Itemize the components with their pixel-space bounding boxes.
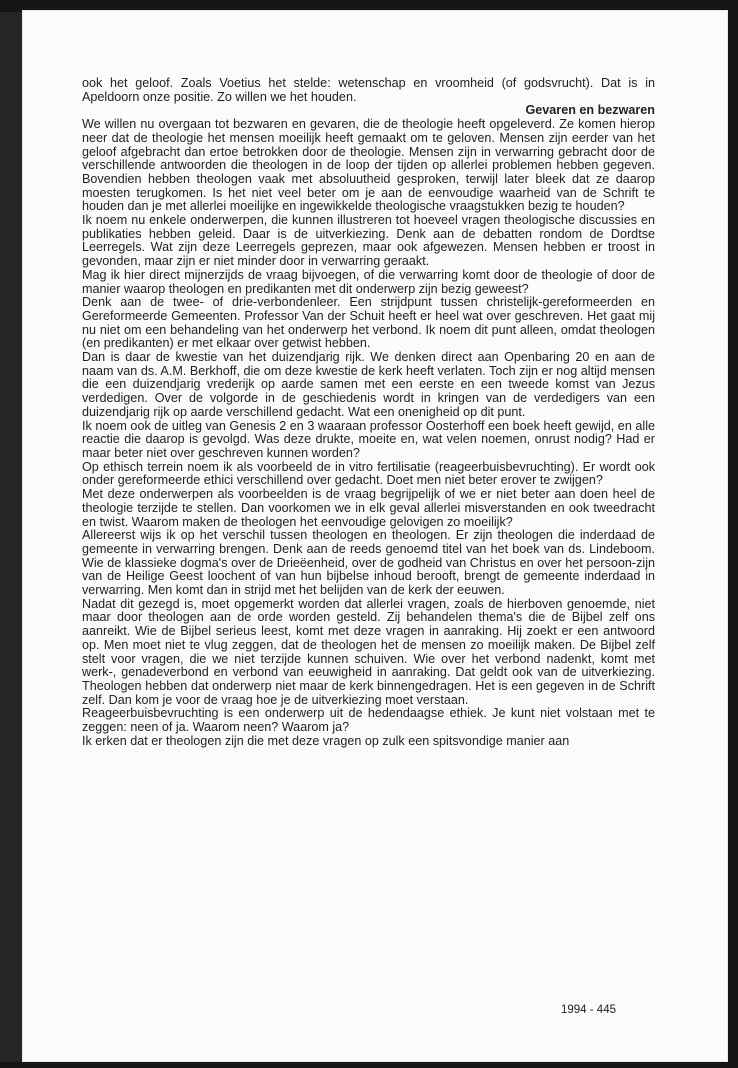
paragraph: Ik erken dat er theologen zijn die met deze vragen op zulk een spitsvondige manier aan <box>82 733 570 748</box>
paragraph: ook het geloof. Zoals Voetius het stelde: wetenschap en vroomheid (of godsvrucht). Dat is in Apeldoorn onze positie. Zo willen we het houden. <box>82 76 655 104</box>
paragraph: Allereerst wijs ik op het verschil tussen theologen en theologen. Er zijn theologen die inderdaad de gemeente in verwarring brengen. Denk aan de reeds genoemd titel van het boek van ds. Lindeboom. Wie de klassieke dogma's over de Drieëenheid, over de godheid van Christus en over het persoon-zijn van de Heilige Geest loochent of van hun bijbelse inhoud berooft, brengt de gemeente inderdaad in verwarring. Men komt dan in strijd met het belijden van de kerk der eeuwen. <box>82 528 655 598</box>
page-number: 1994 - 445 <box>561 1004 616 1016</box>
paragraph: Met deze onderwerpen als voorbeelden is de vraag begrijpelijk of we er niet beter aan doen heel de theologie terzijde te stellen. Dan voorkomen we in elk geval allerlei misverstanden en ook tweedracht en twist. Waarom maken de theologen het eenvoudige gelovigen zo moeilijk? <box>82 487 655 529</box>
paragraph: Reageerbuisbevruchting is een onderwerp uit de hedendaagse ethiek. Je kunt niet volstaan met te zeggen: neen of ja. Waarom neen? Waarom ja? <box>82 706 655 735</box>
paragraph: Op ethisch terrein noem ik als voorbeeld de in vitro fertilisatie (reageerbuisbevruchting). Er wordt ook onder gereformeerde ethici verschillend over gedacht. Doet men niet beter erover te zwijgen? <box>82 459 655 488</box>
paragraph: Ik noem ook de uitleg van Genesis 2 en 3 waaraan professor Oosterhoff een boek heeft gewijd, en alle reactie die daarop is gevolgd. Was deze drukte, moeite en, wat velen noemen, onrust nodig? Had er maar beter niet over geschreven kunnen worden? <box>82 418 655 460</box>
paragraph: Mag ik hier direct mijnerzijds de vraag bijvoegen, of die verwarring komt door de theologie of door de manier waarop theologen en predikanten met dit onderwerp zijn bezig geweest? <box>82 267 655 296</box>
paragraph: Nadat dit gezegd is, moet opgemerkt worden dat allerlei vragen, zoals de hierboven genoemde, niet maar door theologen aan de orde worden gesteld. Zij behandelen thema's die de Bijbel zelf ons aanreikt. Wie de Bijbel serieus leest, komt met deze vragen in aanraking. Hij zoekt er een antwoord op. Men moet niet te vlug zeggen, dat de theologen het de mensen zo moeilijk maken. De Bijbel zelf stelt voor vragen, die we niet terzijde kunnen schuiven. Wie over het verbond nadenkt, komt met werk-, genadeverbond en verbond van eeuwigheid in aanraking. Dat geldt ook van de uitverkiezing. Theologen hebben dat onderwerp niet maar de kerk binnengedragen. Het is een gegeven in de Schrift zelf. Dan kom je voor de vraag hoe je de uitverkiezing moet verstaan. <box>82 596 655 707</box>
paragraph: Denk aan de twee- of drie-verbondenleer. Een strijdpunt tussen christelijk-gereformeerden en Gereformeerde Gemeenten. Professor Van der Schuit heeft er heel wat over geschreven. Het gaat mij nu niet om een behandeling van het onderwerp het verbond. Ik noem dit punt alleen, omdat theologen (en predikanten) er met elkaar over getwist hebben. <box>82 295 655 351</box>
section-heading: Gevaren en bezwaren <box>525 103 655 118</box>
body-text <box>82 77 655 748</box>
paragraph: We willen nu overgaan tot bezwaren en gevaren, die de theologie heeft opgeleverd. Ze komen hierop neer dat de theologie het mensen moeilijk heeft gemaakt om te geloven. Mensen zijn eerder van het geloof afgebracht dan ertoe betrokken door de theologie. Mensen zijn in verwarring gebracht door de verschillende antwoorden die theologen in de loop der tijden op allerlei problemen hebben gegeven. Bovendien hebben theologen vaak met absoluutheid gesproken, terwijl later bleek dat ze daarop moesten terugkomen. Is het niet veel beter om je aan de eenvoudige waarheid van de Schrift te houden dan je met allerlei moeilijke en ingewikkelde theologische vraagstukken bezig te houden? <box>82 117 655 214</box>
scan-edge-bottom <box>0 1062 738 1068</box>
paragraph: Dan is daar de kwestie van het duizendjarig rijk. We denken direct aan Openbaring 20 en aan de naam van ds. A.M. Berkhoff, die om deze kwestie de kerk heeft verlaten. Toch zijn er nog altijd mensen die een duizendjarig vrederijk op aarde samen met een eerste en een tweede komst van Jezus verdedigen. Over de volgorde in de geschiedenis wordt in kringen van de verdedigers van een duizendjarig rijk op aarde verschillend gedacht. Wat een onenigheid op dit punt. <box>82 350 655 419</box>
scan-edge-right <box>728 0 738 1068</box>
scan-edge-left <box>0 0 22 1068</box>
paragraph: Ik noem nu enkele onderwerpen, die kunnen illustreren tot hoeveel vragen theologische discussies en publikaties hebben geleid. Daar is de uitverkiezing. Denk aan de debatten rondom de Dordtse Leerregels. Wat zijn deze Leerregels geprezen, maar ook afgewezen. Mensen hebben er troost in gevonden, maar zijn er niet minder door in verwarring geraakt. <box>82 213 655 269</box>
